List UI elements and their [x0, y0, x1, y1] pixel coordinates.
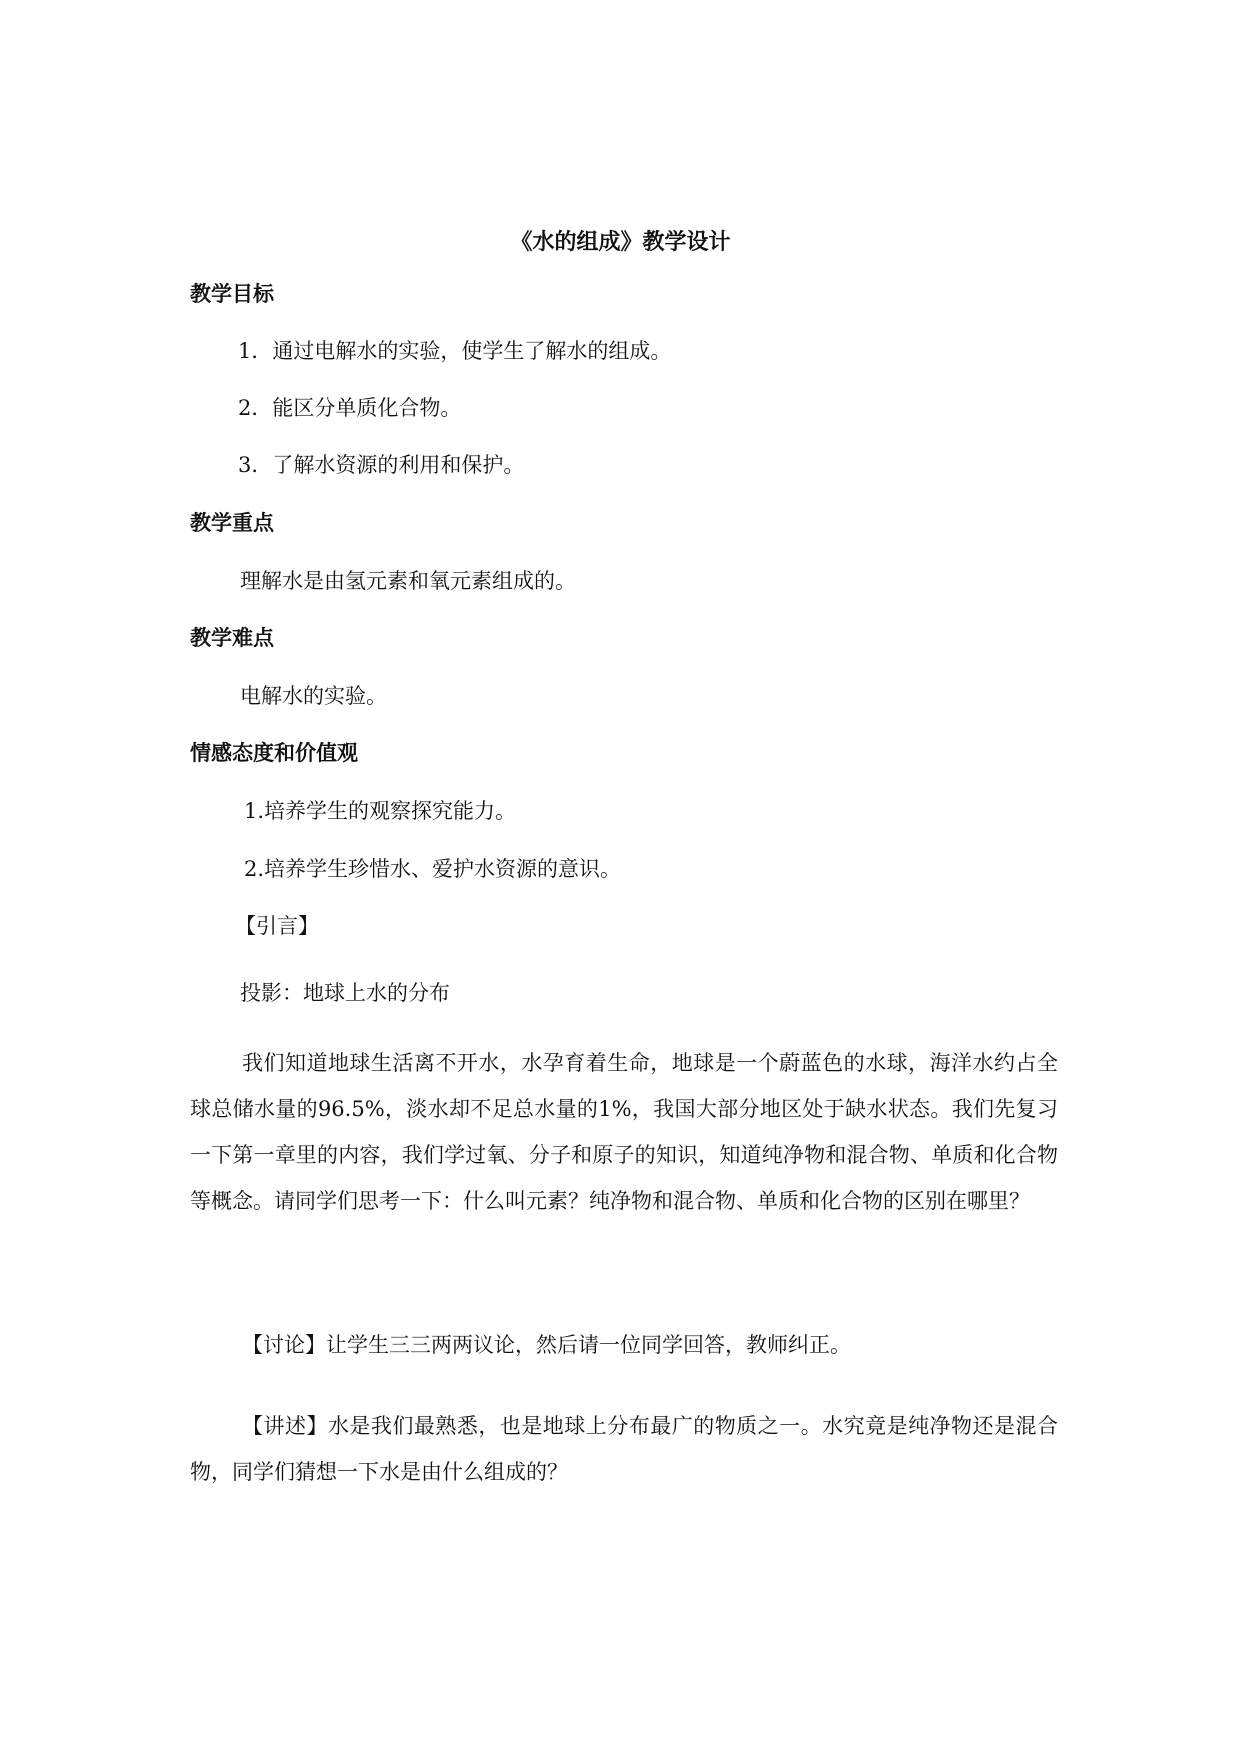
lecture-paragraph: 【讲述】水是我们最熟悉，也是地球上分布最广的物质之一。水究竟是纯净物还是混合物，同学们猜想一下水是由什么组成的？ — [190, 1414, 1058, 1484]
intro-label: 【引言】 — [235, 914, 319, 938]
discussion-paragraph: 【讨论】让学生三三两两议论，然后请一位同学回答，教师纠正。 — [242, 1333, 851, 1357]
heading-difficulty: 教学难点 — [190, 626, 274, 650]
heading-objectives: 教学目标 — [190, 282, 274, 306]
objective-item-2: 2．能区分单质化合物。 — [238, 396, 462, 420]
objective-item-1: 1．通过电解水的实验，使学生了解水的组成。 — [238, 339, 672, 363]
intro-paragraph: 我们知道地球生活离不开水，水孕育着生命，地球是一个蔚蓝色的水球，海洋水约占全球总储水量的96.5%，淡水却不足总水量的1%，我国大部分地区处于缺水状态。我们先复习一下第一章里的内容，我们学过氧、分子和原子的知识，知道纯净物和混合物、单质和化合物等概念。请同学们思考一下：什么叫元素？纯净物和混合物、单质和化合物的区别在哪里？ — [190, 1051, 1058, 1213]
document-title: 《水的组成》教学设计 — [510, 230, 731, 255]
difficulty-text: 电解水的实验。 — [240, 684, 387, 708]
heading-key-point: 教学重点 — [190, 511, 274, 535]
heading-values: 情感态度和价值观 — [190, 741, 358, 765]
values-item-2: 2.培养学生珍惜水、爱护水资源的意识。 — [244, 857, 622, 881]
values-item-1: 1.培养学生的观察探究能力。 — [244, 799, 517, 823]
objective-item-3: 3．了解水资源的利用和保护。 — [238, 453, 525, 477]
key-point-text: 理解水是由氢元素和氧元素组成的。 — [240, 569, 576, 593]
projection-text: 投影：地球上水的分布 — [240, 981, 450, 1005]
